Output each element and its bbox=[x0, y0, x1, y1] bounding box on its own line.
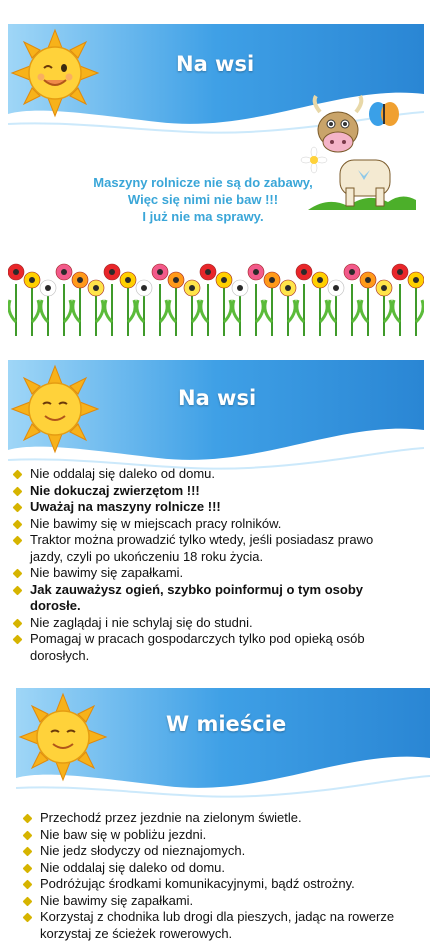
list-item bbox=[14, 532, 406, 565]
bullet-icon bbox=[14, 504, 21, 511]
list-item-text: Uważaj na maszyny rolnicze !!! bbox=[30, 499, 221, 514]
list-item bbox=[14, 483, 406, 500]
list-item bbox=[24, 860, 420, 877]
poem-line-1: Maszyny rolnicze nie są do zabawy, bbox=[93, 175, 313, 190]
poem-line-2: Więc się nimi nie baw !!! bbox=[127, 192, 279, 207]
list-item bbox=[14, 565, 406, 582]
bullet-icon bbox=[24, 898, 31, 905]
sun-smiling-icon bbox=[10, 364, 100, 454]
list-item-text: Nie oddalaj się daleko od domu. bbox=[40, 859, 226, 875]
rules-list-city bbox=[24, 810, 420, 942]
list-item-text: Pomagaj w pracach gospodarczych tylko pod opieką osób dorosłych. bbox=[30, 631, 365, 663]
bullet-icon bbox=[24, 881, 31, 888]
slide2-title: Na wsi bbox=[178, 386, 257, 410]
list-item-text: Nie baw się w pobliżu jezdni. bbox=[40, 826, 207, 842]
list-item bbox=[24, 876, 420, 893]
bullet-icon bbox=[14, 620, 21, 627]
bullet-icon bbox=[24, 832, 31, 839]
list-item bbox=[24, 810, 420, 827]
bullet-icon bbox=[14, 570, 21, 577]
bullet-icon bbox=[24, 865, 31, 872]
bullet-icon bbox=[14, 488, 21, 495]
bullet-icon bbox=[24, 914, 31, 921]
list-item bbox=[14, 582, 406, 615]
list-item-text: Podróżując środkami komunikacyjnymi, bądź ostrożny. bbox=[40, 876, 355, 891]
slide3-title: W mieście bbox=[166, 712, 287, 736]
sun-smiling-icon bbox=[18, 692, 108, 782]
list-item bbox=[14, 499, 406, 516]
bullet-icon bbox=[14, 587, 21, 594]
list-item bbox=[24, 909, 420, 942]
bullet-icon bbox=[14, 521, 21, 528]
list-item bbox=[24, 893, 420, 910]
list-item-text: Nie bawimy się zapałkami. bbox=[30, 565, 184, 580]
list-item bbox=[14, 615, 406, 632]
bullet-icon bbox=[14, 471, 21, 478]
poem-line-3: I już nie ma sprawy. bbox=[142, 209, 264, 224]
poem-text bbox=[68, 174, 338, 225]
bullet-icon bbox=[14, 636, 21, 643]
list-item-text: Nie zaglądaj i nie schylaj się do studni. bbox=[30, 614, 253, 630]
list-item bbox=[14, 631, 406, 664]
slide-na-wsi-1 bbox=[8, 24, 424, 340]
list-item-text: Nie jedz słodyczy od nieznajomych. bbox=[40, 843, 246, 858]
list-item bbox=[14, 516, 406, 533]
list-item bbox=[24, 827, 420, 844]
list-item-text: Nie bawimy się zapałkami. bbox=[40, 892, 194, 908]
list-item-text: Korzystaj z chodnika lub drogi dla pieszych, jadąc na rowerze korzystaj ze ścieżek rowerowych. bbox=[40, 909, 395, 941]
list-item-text: Nie bawimy się w miejscach pracy rolników. bbox=[30, 515, 282, 531]
bullet-icon bbox=[14, 537, 21, 544]
sun-winking-icon bbox=[10, 28, 100, 118]
bullet-icon bbox=[24, 848, 31, 855]
slide1-title: Na wsi bbox=[176, 52, 255, 76]
list-item bbox=[24, 843, 420, 860]
list-item-text: Traktor można prowadzić tylko wtedy, jeśli posiadasz prawo jazdy, czyli po ukończeniu 18 roku życia. bbox=[30, 532, 374, 564]
bullet-icon bbox=[24, 815, 31, 822]
slide-na-wsi-2 bbox=[8, 360, 424, 682]
list-item bbox=[14, 466, 406, 483]
list-item-text: Przechodź przez jezdnie na zielonym świetle. bbox=[40, 810, 302, 825]
slide-w-miescie bbox=[16, 688, 430, 948]
list-item-text: Nie dokuczaj zwierzętom !!! bbox=[30, 482, 200, 498]
rules-list-village bbox=[14, 466, 406, 664]
flowers-border-icon bbox=[8, 262, 424, 336]
list-item-text: Nie oddalaj się daleko od domu. bbox=[30, 466, 216, 481]
list-item-text: Jak zauważysz ogień, szybko poinformuj o tym osoby dorosłe. bbox=[30, 581, 364, 613]
